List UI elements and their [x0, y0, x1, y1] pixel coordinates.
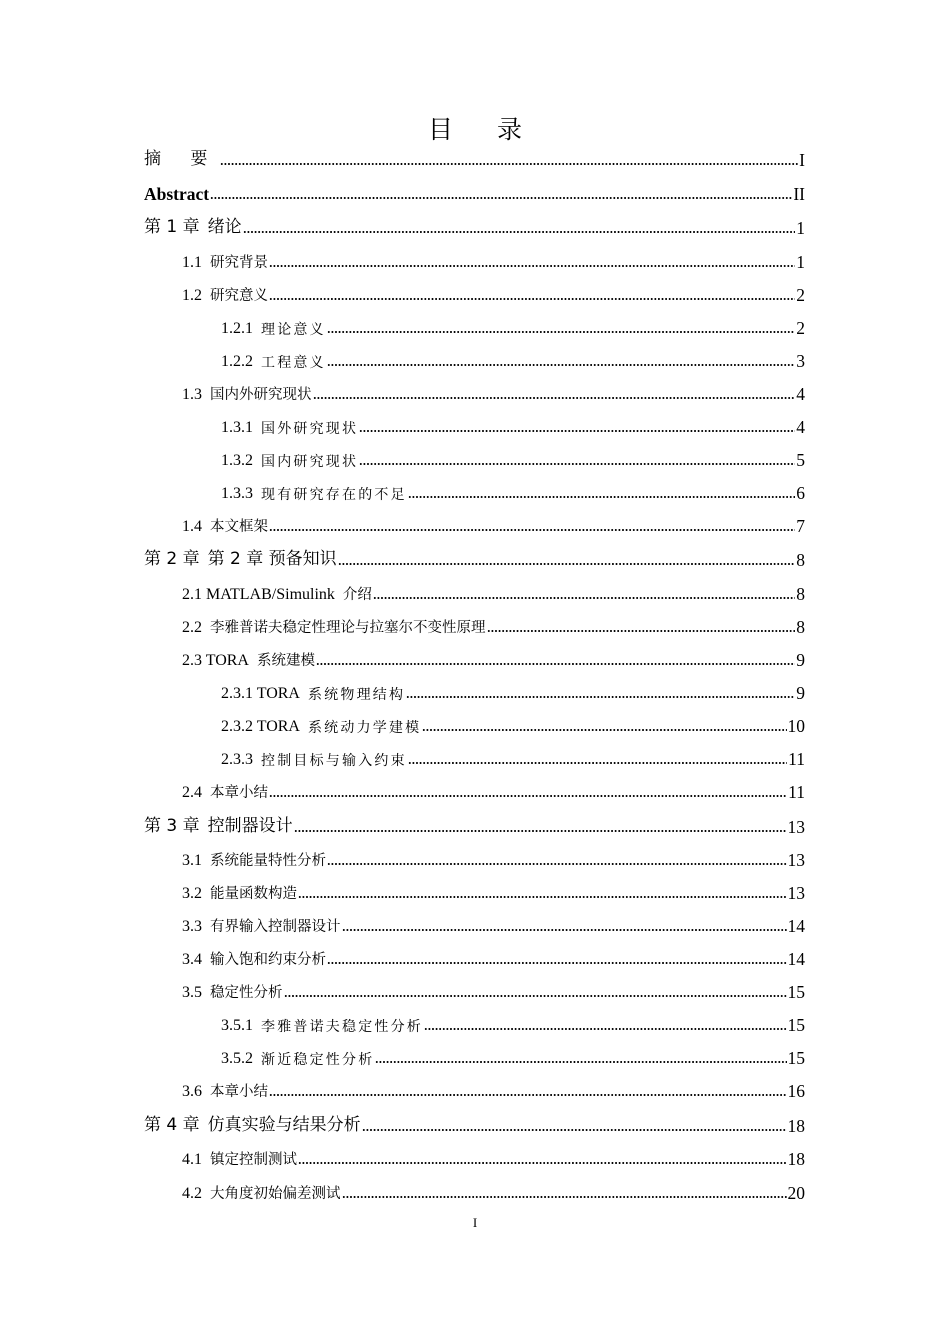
toc-entry-title: 研究意义	[210, 288, 268, 305]
toc-entry-title: 有界输入控制器设计	[210, 919, 341, 936]
toc-entry-3-6[interactable]	[182, 1071, 805, 1101]
dot-leader	[422, 729, 786, 731]
dot-leader	[406, 696, 795, 698]
toc-entry-3-5[interactable]	[182, 972, 805, 1002]
toc-entry-number: 4.1	[182, 1150, 202, 1168]
toc-entry-number: 1.1	[182, 253, 202, 271]
toc-entry-number: 1.3.1	[221, 418, 253, 436]
toc-entry-4-2[interactable]	[182, 1173, 805, 1203]
toc-entry-2-3-1[interactable]	[221, 673, 805, 703]
toc-entry-2-3-3[interactable]	[221, 739, 805, 769]
toc-entry-3-4[interactable]	[182, 939, 805, 969]
toc-page-number: 2	[796, 284, 805, 305]
toc-entry-number: 2.3.3	[221, 750, 253, 768]
toc-entry-number: 2.1 MATLAB/Simulink	[182, 585, 335, 603]
dot-leader	[342, 929, 787, 931]
toc-page-number: 8	[796, 616, 805, 637]
toc-entry-title: 大角度初始偏差测试	[210, 1186, 341, 1203]
toc-entry-1-2-1[interactable]	[221, 308, 805, 338]
toc-page-number: 15	[787, 981, 805, 1002]
dot-leader	[210, 197, 792, 199]
dot-leader	[487, 630, 796, 632]
toc-entry-3-2[interactable]	[182, 873, 805, 903]
page-title: 目 录	[428, 115, 540, 144]
dot-leader	[327, 962, 787, 964]
toc-page-number: 2	[796, 317, 805, 338]
toc-entry-title: 能量函数构造	[210, 886, 297, 903]
toc-entry-1-3[interactable]	[182, 374, 805, 404]
toc-entry-title: 第 2 章 预备知识	[207, 549, 337, 570]
toc-entry-title: 渐近稳定性分析	[261, 1051, 375, 1068]
toc-entry-title: 控制目标与输入约束	[261, 752, 407, 769]
toc-entry-abstract-cn[interactable]	[144, 140, 805, 170]
toc-entry-title: 介绍	[342, 587, 372, 604]
toc-page-number: 9	[796, 682, 805, 703]
toc-entry-chapter-3[interactable]	[144, 807, 805, 837]
dot-leader	[373, 597, 795, 599]
toc-entry-2-3[interactable]	[182, 640, 805, 670]
toc-entry-number: 1.3.3	[221, 484, 253, 502]
toc-entry-title: 输入饱和约束分析	[210, 952, 326, 969]
toc-entry-number: 第 2 章	[144, 549, 200, 570]
toc-entry-title: 本章小结	[210, 785, 268, 802]
toc-entry-number: 1.2.1	[221, 319, 253, 337]
toc-page-number: 16	[787, 1080, 805, 1101]
dot-leader	[294, 830, 787, 832]
toc-entry-title: 现有研究存在的不足	[261, 486, 407, 503]
toc-page-number: 7	[796, 515, 805, 536]
toc-entry-number: 1.3.2	[221, 451, 253, 469]
toc-entry-number: 2.3 TORA	[182, 651, 249, 669]
toc-entry-title: 李雅普诺夫稳定性理论与拉塞尔不变性原理	[210, 620, 486, 637]
toc-entry-3-5-1[interactable]	[221, 1005, 805, 1035]
toc-entry-number: 1.4	[182, 517, 202, 535]
dot-leader	[243, 231, 796, 233]
toc-page-number: 15	[787, 1047, 805, 1068]
toc-page-number: 15	[787, 1014, 805, 1035]
dot-leader	[313, 397, 796, 399]
toc-entry-number: 2.2	[182, 618, 202, 636]
dot-leader	[362, 1129, 787, 1131]
toc-entry-title: 国内研究现状	[261, 453, 359, 470]
toc-entry-number: 3.1	[182, 851, 202, 869]
dot-leader	[284, 995, 787, 997]
toc-page-number: 1	[796, 251, 805, 272]
table-of-contents	[0, 140, 950, 1210]
dot-leader	[269, 1094, 787, 1096]
toc-page-number: 1	[796, 217, 805, 238]
dot-leader	[359, 430, 795, 432]
toc-page-number: 3	[796, 350, 805, 371]
dot-leader	[269, 795, 787, 797]
toc-entry-title: 系统建模	[256, 653, 315, 670]
toc-entry-number: 1.2.2	[221, 352, 253, 370]
toc-entry-number: 3.5	[182, 983, 202, 1001]
toc-page-number: 6	[796, 482, 805, 503]
toc-entry-number: 第 4 章	[144, 1115, 200, 1136]
toc-entry-title: 国外研究现状	[261, 420, 359, 437]
toc-page-number: 14	[787, 915, 805, 936]
toc-entry-title: 工程意义	[261, 354, 326, 371]
dot-leader	[327, 364, 795, 366]
toc-entry-chapter-4[interactable]	[144, 1106, 805, 1136]
toc-entry-title: 镇定控制测试	[210, 1152, 297, 1169]
dot-leader	[316, 663, 795, 665]
toc-page-number: 11	[788, 781, 805, 802]
toc-entry-1-3-1[interactable]	[221, 407, 805, 437]
toc-entry-3-1[interactable]	[182, 840, 805, 870]
toc-entry-chapter-2[interactable]	[144, 540, 805, 570]
toc-page-number: 4	[796, 416, 805, 437]
toc-entry-2-1[interactable]	[182, 574, 805, 604]
toc-entry-2-2[interactable]	[182, 607, 805, 637]
toc-entry-title: 系统动力学建模	[307, 719, 422, 736]
toc-page-number: 14	[787, 948, 805, 969]
dot-leader	[327, 331, 795, 333]
toc-entry-title: 系统能量特性分析	[210, 853, 326, 870]
dot-leader	[359, 463, 795, 465]
toc-entry-number: 3.4	[182, 950, 202, 968]
toc-entry-number: 2.3.1 TORA	[221, 684, 300, 702]
toc-entry-number: 2.4	[182, 783, 202, 801]
dot-leader	[269, 298, 795, 300]
toc-page-number: 11	[788, 748, 805, 769]
dot-leader	[220, 163, 798, 165]
dot-leader	[327, 863, 787, 865]
toc-entry-3-3[interactable]	[182, 906, 805, 936]
toc-entry-3-5-2[interactable]	[221, 1038, 805, 1068]
toc-entry-title: 仿真实验与结果分析	[207, 1115, 361, 1136]
toc-page-number: 13	[787, 816, 805, 837]
dot-leader	[375, 1061, 786, 1063]
toc-entry-title: 绪论	[207, 217, 242, 238]
toc-page-number: 9	[796, 649, 805, 670]
toc-entry-number: 第 1 章	[144, 217, 200, 238]
toc-page-number: 8	[796, 549, 805, 570]
dot-leader	[298, 896, 787, 898]
toc-entry-title: 理论意义	[261, 321, 326, 338]
toc-entry-number: 第 3 章	[144, 816, 200, 837]
toc-entry-title: Abstract	[144, 183, 210, 204]
toc-entry-1-3-3[interactable]	[221, 473, 805, 503]
toc-entry-1-4[interactable]	[182, 506, 805, 536]
toc-entry-abstract-en[interactable]	[144, 174, 805, 204]
dot-leader	[342, 1196, 787, 1198]
toc-page-number: 4	[796, 383, 805, 404]
toc-page-number: I	[799, 149, 805, 170]
toc-entry-1-3-2[interactable]	[221, 440, 805, 470]
toc-entry-title: 国内外研究现状	[210, 387, 312, 404]
footer-page-number: I	[472, 1215, 478, 1230]
toc-entry-1-2-2[interactable]	[221, 341, 805, 371]
toc-page-number: II	[793, 183, 805, 204]
toc-entry-title: 李雅普诺夫稳定性分析	[261, 1018, 423, 1035]
toc-entry-title: 本文框架	[210, 519, 268, 536]
toc-entry-title: 稳定性分析	[210, 985, 283, 1002]
toc-entry-number: 1.3	[182, 385, 202, 403]
toc-entry-number: 3.5.2	[221, 1049, 253, 1067]
toc-entry-number: 3.3	[182, 917, 202, 935]
toc-entry-title: 研究背景	[210, 255, 268, 272]
dot-leader	[424, 1028, 787, 1030]
toc-entry-title: 本章小结	[210, 1084, 268, 1101]
dot-leader	[408, 762, 787, 764]
toc-entry-1-2[interactable]	[182, 275, 805, 305]
toc-page-number: 5	[796, 449, 805, 470]
toc-page-number: 13	[787, 882, 805, 903]
dot-leader	[269, 529, 795, 531]
toc-entry-title: 控制器设计	[207, 816, 293, 837]
toc-entry-number: 3.6	[182, 1082, 202, 1100]
toc-entry-4-1[interactable]	[182, 1139, 805, 1169]
toc-page-number: 20	[787, 1182, 805, 1203]
toc-entry-number: 1.2	[182, 286, 202, 304]
toc-page-number: 13	[787, 849, 805, 870]
toc-entry-1-1[interactable]	[182, 242, 805, 272]
toc-page-number: 18	[787, 1115, 805, 1136]
toc-entry-number: 2.3.2 TORA	[221, 717, 300, 735]
toc-entry-2-4[interactable]	[182, 772, 805, 802]
dot-leader	[338, 563, 796, 565]
toc-page-number: 10	[787, 715, 805, 736]
dot-leader	[269, 265, 795, 267]
toc-entry-title: 摘 要	[144, 149, 220, 170]
toc-entry-number: 4.2	[182, 1184, 202, 1202]
dot-leader	[408, 496, 795, 498]
toc-entry-number: 3.2	[182, 884, 202, 902]
toc-page-number: 18	[787, 1148, 805, 1169]
toc-entry-2-3-2[interactable]	[221, 706, 805, 736]
toc-entry-chapter-1[interactable]	[144, 208, 805, 238]
toc-entry-title: 系统物理结构	[307, 686, 406, 703]
toc-entry-number: 3.5.1	[221, 1016, 253, 1034]
dot-leader	[298, 1162, 787, 1164]
toc-page-number: 8	[796, 583, 805, 604]
